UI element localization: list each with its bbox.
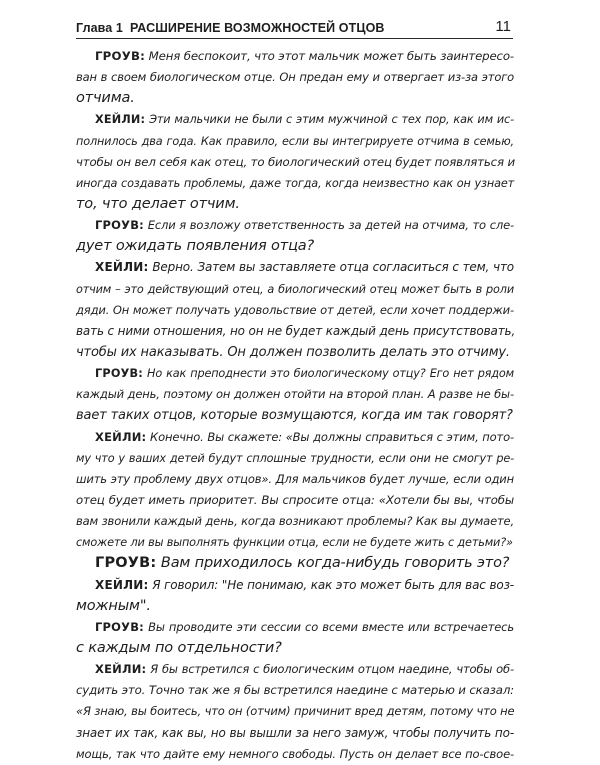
text-line (76, 342, 514, 363)
text-line (76, 67, 514, 88)
line-text: Вам приходилось когда-нибудь говорить это? (156, 555, 510, 572)
text-line (76, 701, 514, 722)
speaker-name: ХЕЙЛИ: (95, 429, 147, 444)
speaker-name: ГРОУВ: (95, 49, 146, 63)
text-line (76, 744, 514, 765)
line-text: Я бы встретился с биологическим отцом наедине, чтобы об- (146, 662, 514, 677)
line-text: Но как преподнести это биологическому отцу? Его нет рядом (142, 367, 514, 381)
line-text: можным". (76, 597, 151, 614)
line-text: с каждым по отдельности? (76, 639, 282, 656)
speaker-name: ХЕЙЛИ: (95, 260, 149, 275)
text-line (76, 427, 514, 448)
line-text: Эти мальчики не были с этим мужчиной с тех пор, как им ис- (145, 113, 514, 127)
text-line (76, 131, 514, 152)
line-text: отчима. (76, 90, 135, 107)
text-line (76, 532, 514, 553)
text-line (76, 617, 514, 638)
text-line (76, 194, 514, 215)
line-text: судить это. Точно так же я бы встретился наедине с матерью и сказал: (76, 683, 514, 698)
text-line (76, 659, 514, 680)
text-line (76, 173, 514, 194)
line-text: ван в своем биологическом отце. Он предан ему и отвергает из-за этого (76, 70, 514, 85)
line-text: Я говорил: "Не понимаю, как это может быть для вас воз- (148, 577, 514, 592)
text-line (76, 448, 514, 469)
text-line (76, 511, 514, 532)
text-line (76, 88, 514, 109)
line-text: му что у ваших детей будут сплошные трудности, если они не смогут ре- (76, 451, 514, 465)
text-line (76, 680, 514, 701)
text-line (76, 363, 514, 384)
chapter-number: Глава 1 (76, 21, 123, 35)
dialogue-text (76, 46, 514, 765)
line-text: отчим – это действующий отец, а биологический отец может быть в роли (76, 282, 514, 296)
text-line (76, 405, 514, 426)
line-text: отец будет иметь приоритет. Вы спросите отца: «Хотели бы вы, чтобы (76, 492, 514, 507)
line-text: то, что делает отчим. (76, 195, 240, 212)
text-line (76, 575, 514, 596)
line-text: Конечно. Вы скажете: «Вы должны справиться с этим, пото- (146, 429, 514, 444)
line-text: чтобы он вел себя как отец, то биологический отец будет появляться и (76, 154, 515, 169)
line-text: мощь, так что дайте ему немного свободы. Пусть он делает все по-свое- (76, 746, 514, 761)
speaker-name: ХЕЙЛИ: (95, 113, 146, 127)
line-text: сможете ли вы выполнять функции отца, если не будете жить с детьми?» (76, 536, 513, 550)
line-text: Верно. Затем вы заставляете отца согласиться с тем, что (148, 260, 514, 275)
line-text: «Я знаю, вы боитесь, что он (отчим) причинит вред детям, потому что не (76, 704, 515, 719)
speaker-name: ГРОУВ: (95, 218, 144, 233)
line-text: вать с ними отношения, но он не будет каждый день присутствовать, (76, 323, 516, 338)
speaker-name: ГРОУВ: (95, 555, 157, 572)
text-line (76, 469, 514, 490)
line-text: вам звонили каждый день, когда возникают проблемы? Как вы думаете, (76, 514, 514, 529)
running-header (76, 18, 513, 39)
line-text: иногда создавать проблемы, даже тогда, когда неизвестно как он узнает (76, 176, 514, 190)
text-line (76, 321, 514, 342)
line-text: знает их так, как вы, но вы вышли за него замуж, чтобы получить по- (76, 725, 514, 740)
chapter-heading (76, 21, 385, 35)
line-text: дует ожидать появления отца? (76, 238, 315, 255)
line-text: вает таких отцов, которые возмущаются, когда им так говорят? (76, 408, 513, 424)
line-text: Если я возложу ответственность за детей на отчима, то сле- (143, 218, 514, 233)
text-line (76, 384, 514, 405)
text-line (76, 723, 514, 744)
text-line (76, 236, 514, 257)
text-line (76, 46, 514, 67)
speaker-name: ГРОУВ: (95, 619, 144, 634)
line-text: шить эту проблему двух отцов». Для мальчиков будет лучше, если один (76, 471, 514, 486)
speaker-name: ХЕЙЛИ: (95, 577, 149, 592)
text-line (76, 109, 514, 130)
text-line (76, 257, 514, 278)
line-text: Вы проводите эти сессии со всеми вместе или встречаетесь (143, 619, 514, 634)
speaker-name: ХЕЙЛИ: (95, 662, 147, 677)
page-number: 11 (495, 18, 511, 35)
line-text: чтобы их наказывать. Он должен позволить делать это отчиму. (76, 344, 510, 360)
text-line (76, 490, 514, 511)
line-text: каждый день, поэтому он должен отойти на второй план. А разве не бы- (76, 387, 514, 402)
text-line (76, 596, 514, 617)
text-line (76, 215, 514, 236)
text-line (76, 638, 514, 659)
line-text: дяди. Он может получать удовольствие от детей, если хочет поддержи- (76, 302, 514, 317)
text-line (76, 279, 514, 300)
text-line (76, 553, 514, 574)
chapter-title: РАСШИРЕНИЕ ВОЗМОЖНОСТЕЙ ОТЦОВ (129, 21, 385, 35)
text-line (76, 300, 514, 321)
speaker-name: ГРОУВ: (95, 367, 143, 381)
line-text: Меня беспокоит, что этот мальчик может быть заинтересо- (145, 49, 514, 63)
line-text: полнилось два года. Как правило, если вы интегрируете отчима в семью, (76, 134, 514, 148)
text-line (76, 152, 514, 173)
